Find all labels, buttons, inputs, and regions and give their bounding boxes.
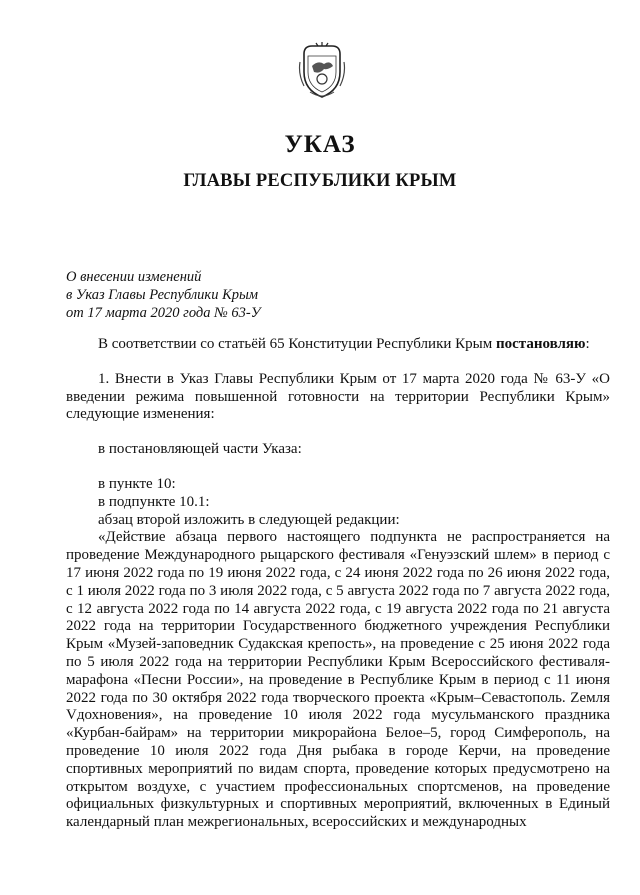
paragraph-note: абзац второй изложить в следующей редакции: — [98, 511, 400, 528]
point-paragraph: в пункте 10: — [98, 475, 176, 492]
item-1-paragraph: 1. Внести в Указ Главы Республики Крым от 17 марта 2020 года № 63-У «О введении режима повышенной готовности на территории Республики Крым» следующие изменения: — [66, 370, 610, 423]
document-title: УКАЗ — [284, 131, 356, 158]
subject-line-2: в Указ Главы Республики Крым — [66, 287, 259, 303]
subject-line-3: от 17 марта 2020 года № 63-У — [66, 305, 261, 321]
preamble-text: В соответствии со статьёй 65 Конституции Республики Крым — [98, 336, 493, 352]
subpoint-paragraph: в подпункте 10.1: — [98, 493, 210, 510]
preamble-decree-word: постановляю — [495, 336, 586, 352]
part-paragraph: в постановляющей части Указа: — [98, 441, 302, 458]
preamble-colon: : — [585, 336, 590, 352]
subject-line-1: О внесении изменений — [66, 269, 202, 285]
document-body — [66, 336, 610, 832]
document-subject — [66, 268, 261, 322]
crimea-coat-of-arms-icon — [298, 42, 346, 100]
preamble-paragraph — [66, 336, 610, 354]
quoted-text-paragraph: «Действие абзаца первого настоящего подпункта не распространяется на проведение Международного рыцарского фестиваля «Генуэзский шлем» в период с 17 июня 2022 года по 19 июня 2022 года, с 24 июня 2022 года по 26 июня 2022 года, с 1 июля 2022 года по 3 июля 2022 года, с 5 августа 2022 года по 7 августа 2022 года, с 12 августа 2022 года по 14 августа 2022 года, с 19 августа 2022 года по 21 августа 2022 года на территории Государственного бюджетного учреждения Республики Крым «Музей-заповедник Судакская крепость», на проведение с 25 июня 2022 года по 5 июля 2022 года на территории Республики Крым Всероссийского фестиваля-марафона «Песни России», на проведение в Республике Крым в период с 11 июня 2022 года по 30 октября 2022 года творческого проекта «Крым–Севастополь. Zемля Vдохновения», на проведение 10 июля 2022 года мусульманского праздника «Курбан-байрам» на территории микрорайона Белое–5, город Симферополь, на проведение 10 июля 2022 года Дня рыбака в городе Керчи, на проведение спортивных мероприятий по видам спорта, проведение которых предусмотрено на открытом воздухе, с участием профессиональных спортсменов, на проведение официальных физкультурных и спортивных мероприятий, включенных в Единый календарный план межрегиональных, всероссийских и международных — [66, 529, 610, 831]
document-subtitle: ГЛАВЫ РЕСПУБЛИКИ КРЫМ — [183, 171, 457, 191]
